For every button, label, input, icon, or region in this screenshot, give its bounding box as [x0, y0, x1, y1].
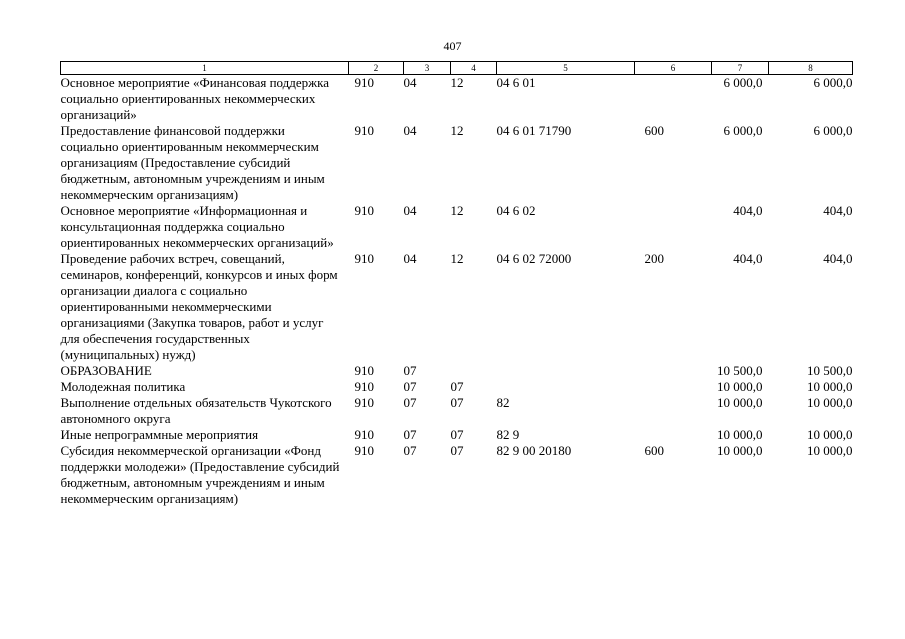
row-name: Основное мероприятие «Информационная и консультационная поддержка социально ориентированных некоммерческих организаций» [60, 203, 334, 250]
column-header: 1 [61, 62, 349, 75]
table-row [61, 203, 853, 251]
row-amount-year-2: 10 000,0 [807, 427, 853, 442]
row-section: 07 [403, 395, 417, 410]
row-subsection: 12 [450, 75, 464, 90]
table-row [61, 251, 853, 363]
row-subsection: 12 [450, 203, 464, 218]
column-header: 6 [635, 62, 712, 75]
row-name: Молодежная политика [60, 379, 186, 394]
row-amount-year-2: 6 000,0 [813, 123, 853, 138]
row-grbs: 910 [354, 363, 374, 378]
row-grbs: 910 [354, 75, 374, 90]
column-header: 8 [769, 62, 853, 75]
column-number-row [61, 62, 853, 75]
row-target-article: 04 6 02 72000 [496, 251, 572, 266]
row-name: Проведение рабочих встреч, совещаний, семинаров, конференций, конкурсов и иных форм организации диалога с социально ориентированными некоммерческими организациями (Закупка товаров, работ и услуг для обеспечения государственных (муниципальных) нужд) [60, 251, 338, 362]
row-expense-type [635, 75, 712, 124]
row-section: 07 [403, 443, 417, 458]
column-header: 4 [451, 62, 497, 75]
row-target-article: 82 9 [496, 427, 520, 442]
row-amount-year-1: 404,0 [733, 251, 763, 266]
row-amount-year-1: 404,0 [733, 203, 763, 218]
row-name: Субсидия некоммерческой организации «Фонд поддержки молодежи» (Предоставление субсидий бюджетным, автономным учреждениям и иным некоммерческим организациям) [60, 443, 340, 506]
column-header: 5 [497, 62, 635, 75]
row-target-article [497, 379, 635, 395]
row-amount-year-2: 6 000,0 [813, 75, 853, 90]
row-name: Выполнение отдельных обязательств Чукотского автономного округа [60, 395, 332, 426]
row-grbs: 910 [354, 203, 374, 218]
row-section: 04 [403, 251, 417, 266]
row-amount-year-2: 10 000,0 [807, 443, 853, 458]
row-section: 07 [403, 427, 417, 442]
table-row [61, 427, 853, 443]
table-row [61, 363, 853, 379]
row-section: 04 [403, 75, 417, 90]
row-name: ОБРАЗОВАНИЕ [60, 363, 152, 378]
row-amount-year-2: 404,0 [823, 203, 853, 218]
row-section: 07 [403, 363, 417, 378]
row-subsection: 12 [450, 251, 464, 266]
row-amount-year-2: 10 000,0 [807, 379, 853, 394]
column-header: 7 [712, 62, 769, 75]
row-expense-type [635, 379, 712, 395]
row-target-article: 04 6 01 71790 [496, 123, 572, 138]
row-amount-year-1: 6 000,0 [723, 123, 763, 138]
row-subsection: 07 [450, 443, 464, 458]
row-expense-type: 600 [644, 443, 664, 458]
row-target-article [497, 363, 635, 379]
table-row [61, 75, 853, 124]
row-amount-year-1: 10 500,0 [717, 363, 763, 378]
row-name: Иные непрограммные мероприятия [60, 427, 259, 442]
row-amount-year-1: 10 000,0 [717, 379, 763, 394]
row-grbs: 910 [354, 395, 374, 410]
row-name: Предоставление финансовой поддержки социально ориентированным некоммерческим организациям (Предоставление субсидий бюджетным, автономным учреждениям и иным некоммерческим организациям) [60, 123, 325, 202]
row-expense-type [635, 427, 712, 443]
row-amount-year-2: 10 500,0 [807, 363, 853, 378]
column-header: 3 [404, 62, 451, 75]
page-number: 407 [443, 39, 462, 53]
row-subsection: 12 [450, 123, 464, 138]
row-expense-type: 600 [644, 123, 664, 138]
row-grbs: 910 [354, 251, 374, 266]
row-amount-year-1: 10 000,0 [717, 443, 763, 458]
row-section: 04 [403, 123, 417, 138]
table-row [61, 379, 853, 395]
row-expense-type: 200 [644, 251, 664, 266]
table-row [61, 395, 853, 427]
row-expense-type [635, 203, 712, 251]
row-expense-type [635, 395, 712, 427]
row-amount-year-1: 10 000,0 [717, 427, 763, 442]
row-amount-year-1: 10 000,0 [717, 395, 763, 410]
row-target-article: 04 6 02 [496, 203, 536, 218]
column-header: 2 [349, 62, 404, 75]
row-grbs: 910 [354, 123, 374, 138]
row-target-article: 04 6 01 [496, 75, 536, 90]
row-subsection: 07 [450, 395, 464, 410]
row-amount-year-2: 10 000,0 [807, 395, 853, 410]
row-grbs: 910 [354, 427, 374, 442]
row-section: 04 [403, 203, 417, 218]
row-name: Основное мероприятие «Финансовая поддержка социально ориентированных некоммерческих организаций» [60, 75, 330, 122]
row-grbs: 910 [354, 379, 374, 394]
row-subsection [451, 363, 497, 379]
row-amount-year-1: 6 000,0 [723, 75, 763, 90]
budget-table [60, 61, 853, 507]
table-row [61, 443, 853, 507]
row-subsection: 07 [450, 427, 464, 442]
row-section: 07 [403, 379, 417, 394]
row-subsection: 07 [450, 379, 464, 394]
row-amount-year-2: 404,0 [823, 251, 853, 266]
row-target-article: 82 9 00 20180 [496, 443, 572, 458]
row-grbs: 910 [354, 443, 374, 458]
row-target-article: 82 [496, 395, 510, 410]
row-expense-type [635, 363, 712, 379]
table-row [61, 123, 853, 203]
